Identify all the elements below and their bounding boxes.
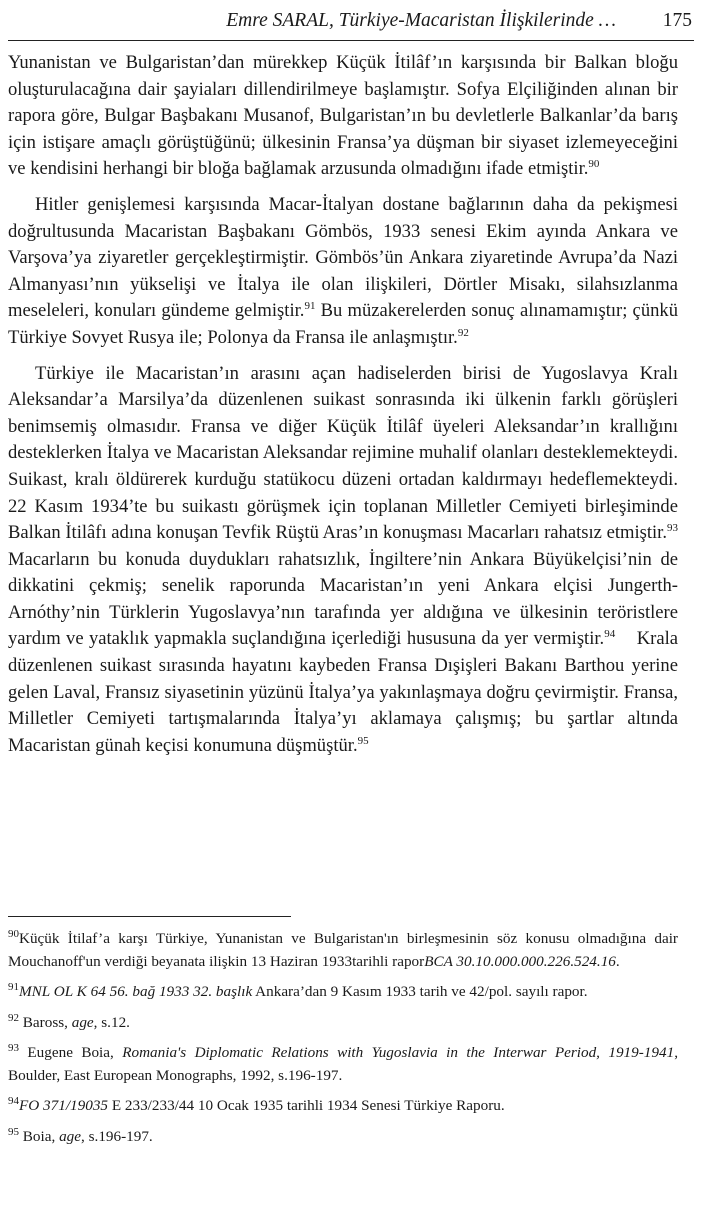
footnote-text: Küçük İtilaf’a karşı Türkiye, Yunanistan ve Bulgaristan'ın birleşmesinin söz konusu olmadığına dair Mouchanoff'un verdiği beyanata ilişkin 13 Haziran 1933tarihli rapor: [8, 930, 678, 970]
paragraph-text: Yunanistan ve Bulgaristan’dan mürekkep Küçük İtilâf’ın karşısında bir Balkan bloğu oluşturulacağına dair şayiaları dillendirilmeye başlamıştır. Sofya Elçiliğinden alınan bir rapora göre, Bulgar Başbakanı Musanof, Bulgaristan’ın bu devletlerle Balkanlar’da barış için istişare amaçlı görüştüğünü; ülkesinin Fransa’ya düşman bir siyaset izlemeyeceğini ve kendisini herhangi bir bloğa bağlamak arzusunda olmadığını ifade etmiştir.: [8, 52, 678, 180]
paragraph-3: [8, 361, 683, 760]
footnote-text: Baross,: [19, 1013, 72, 1031]
paragraph-1: [8, 50, 678, 183]
footnote-text: , s.196-197.: [81, 1127, 153, 1145]
footnote-archive-ref: FO 371/19035: [19, 1097, 109, 1114]
running-header: [8, 10, 694, 41]
footnote-citation: age: [59, 1127, 82, 1145]
footnote-mark: 91: [8, 980, 19, 993]
paragraph-text: Macarların bu konuda duydukları rahatsızlık, İngiltere’nin Ankara Büyükelçisi’nin de dikkatini çekmiş; senelik raporunda Macaristan’ın yeni Ankara elçisi Jungerth-Arnóthy’nin Türklerin Yugoslavya’nın tarafında yer aldığına ve ülkesinin teröristlere yardım ve yataklık yapmakla suçlandığına içerlediği hususuna da yer vermiştir.: [8, 548, 678, 650]
footnote-94: [8, 1095, 678, 1118]
footnote-90: [8, 928, 678, 973]
footnote-text: E 233/233/44 10 Ocak 1935 tarihli 1934 Senesi Türkiye Raporu.: [108, 1097, 505, 1114]
footnote-text: .: [615, 952, 620, 970]
footnote-archive-ref: MNL OL K 64 56. bağ 1933 32. başlık: [19, 983, 253, 1000]
footnote-archive-ref: BCA 30.10.000.000.226.524.16: [424, 952, 616, 970]
footnote-book-title: Romania's Diplomatic Relations with Yugoslavia in the Interwar Period, 1919-1941: [122, 1044, 675, 1061]
footnote-text: Boia,: [19, 1127, 60, 1145]
footnote-ref: 94: [604, 628, 616, 641]
paragraph-2: [8, 192, 678, 352]
footnote-ref: 90: [588, 158, 600, 171]
paragraph-text: Türkiye ile Macaristan’ın arasını açan hadiselerden birisi de Yugoslavya Kralı Aleksandar’a Marsilya’da düzenlenen suikast sonrasında iki ülkenin farklı görüşleri benimsemiş olmasıdır. Fransa ve diğer Küçük İtilâf üyeleri Aleksandar’ın krallığını desteklerken İtalya ve Macaristan Aleksandar rejimine muhalif olanları desteklemekteydi. Suikast, kralı öldürerek kurduğu statükocu düzeni ortadan kaldırmayı hedeflemekteydi. 22 Kasım 1934’te bu suikastı görüşmek için toplanan Milletler Cemiyeti birleşiminde Balkan İtilâfı adına konuşan Tevfik Rüştü Aras’ın konuşması Macarları rahatsız etmiştir.: [8, 362, 678, 544]
footnote-citation: age: [71, 1013, 94, 1031]
footnote-ref: 91: [304, 300, 316, 313]
footnote-ref: 93: [667, 521, 678, 534]
footnote-92: [8, 1012, 678, 1035]
paragraph-text: Hitler genişlemesi karşısında Macar-İtalyan dostane bağlarının daha da pekişmesi doğrultusunda Macaristan Başbakanı Gömbös, 1933 senesi Ekim ayında Ankara ve Varşova’ya ziyaretler gerçekleştirmiştir. Gömbös’ün Ankara ziyaretinde Avrupa’da Nazi Almanyası’nın yükselişi ve İtalya ile olan ilişkileri, Dörtler Misakı, silahsızlanma meseleleri, konuları gündeme gelmiştir.: [8, 193, 678, 322]
footnote-text: , Boulder, East European Monographs, 1992, s.196-197.: [8, 1044, 678, 1084]
paragraph-text: Bu müzakerelerden sonuç alınamamıştır; çünkü Türkiye Sovyet Rusya ile; Polonya da Fransa ile anlaşmıştır.: [8, 300, 679, 348]
footnote-ref: 95: [357, 734, 369, 747]
footnote-ref: 92: [457, 326, 469, 339]
footnote-95: [8, 1126, 678, 1149]
footnote-mark: 94: [8, 1094, 19, 1107]
footnote-separator: [8, 916, 291, 917]
footnote-mark: 90: [8, 927, 19, 940]
footnote-mark: 92: [8, 1011, 19, 1024]
page-number: 175: [662, 10, 692, 31]
footnote-93: [8, 1042, 678, 1087]
footnote-text: Ankara’dan 9 Kasım 1933 tarih ve 42/pol. sayılı rapor.: [252, 983, 588, 1000]
footnote-mark: 95: [8, 1125, 19, 1138]
footnotes: [8, 928, 678, 1156]
paragraph-text: Krala düzenlenen suikast sırasında hayatını kaybeden Fransa Dışişleri Bakanı Barthou yerine gelen Laval, Fransız siyasetinin yüzünü İtalya’ya yakınlaşmaya doğru çevirmiştir. Fransa, Milletler Cemiyeti tartışmalarında İtalya’yı aklamaya çalışmış; bu şartlar altında Macaristan günah keçisi konumuna düşmüştür.: [8, 628, 683, 756]
main-text: [8, 50, 683, 768]
footnote-91: [8, 981, 678, 1004]
footnote-text: , s.12.: [93, 1013, 130, 1031]
footnote-mark: 93: [8, 1041, 19, 1054]
footnote-text: Eugene Boia,: [19, 1044, 123, 1061]
running-title: Emre SARAL, Türkiye-Macaristan İlişkilerinde …: [226, 10, 616, 31]
